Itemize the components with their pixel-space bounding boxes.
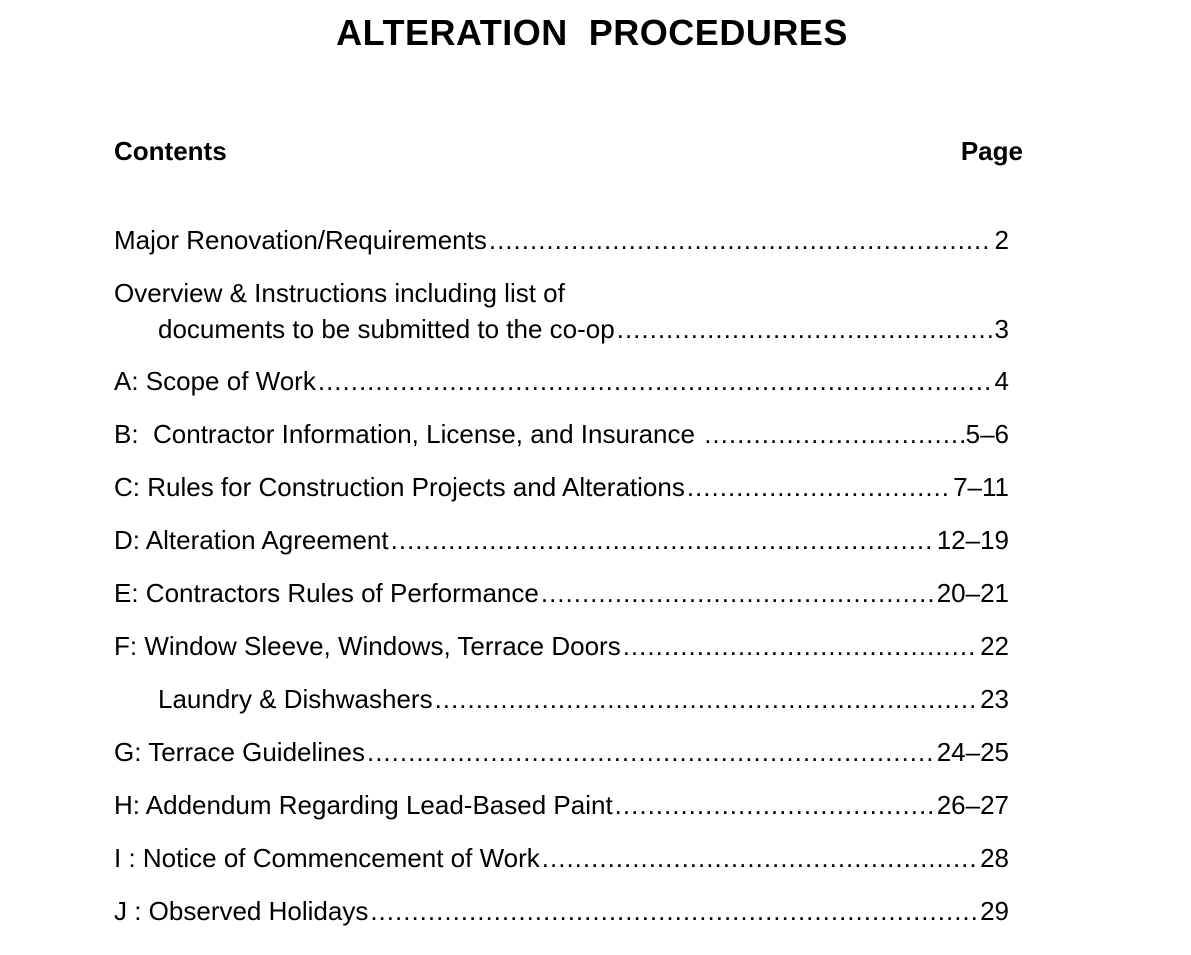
toc-entry-label: J : Observed Holidays: [114, 896, 369, 926]
toc-entry-label: I : Notice of Commencement of Work: [114, 843, 540, 873]
dot-leader: [615, 787, 935, 823]
toc-entry-label: C: Rules for Construction Projects and Alterations: [114, 472, 685, 502]
toc-entry-page: 5–6: [965, 419, 1009, 449]
dot-leader: [541, 575, 935, 611]
toc-entry-page: 3: [994, 314, 1009, 344]
toc-entry-laundry: [114, 681, 1009, 734]
dot-leader: [435, 681, 979, 717]
toc-entry-page: 28: [980, 843, 1009, 873]
toc-entry-f: [114, 628, 1009, 681]
toc-entry-page: 2: [994, 225, 1009, 255]
toc-entry-i: [114, 840, 1009, 893]
toc-entry-a: [114, 363, 1009, 416]
toc-entry-d: [114, 522, 1009, 575]
toc-entry-label: Overview & Instructions including list of: [114, 278, 565, 308]
toc-entry-c: [114, 469, 1009, 522]
toc-entry-page: 4: [994, 366, 1009, 396]
toc-entry-page: 22: [980, 631, 1009, 661]
toc-entry-page: 7–11: [953, 472, 1009, 502]
toc-entry-h: [114, 787, 1009, 840]
document-title: ALTERATION PROCEDURES: [336, 12, 848, 53]
dot-leader: [489, 222, 993, 258]
toc-entry-label: Laundry & Dishwashers: [158, 684, 433, 714]
toc-entry-label: E: Contractors Rules of Performance: [114, 578, 539, 608]
dot-leader: [623, 628, 978, 664]
dot-leader: [367, 734, 935, 770]
toc-entry-label: A: Scope of Work: [114, 366, 316, 396]
dot-leader: [391, 522, 935, 558]
dot-leader: [542, 840, 978, 876]
toc-entry-label: H: Addendum Regarding Lead-Based Paint: [114, 790, 613, 820]
toc-entry-label: G: Terrace Guidelines: [114, 737, 365, 767]
toc-entry-j: [114, 893, 1009, 946]
toc-entry-overview: [114, 275, 1009, 363]
dot-leader: [370, 893, 978, 929]
toc-entry-g: [114, 734, 1009, 787]
dot-leader: [318, 363, 993, 399]
toc-entry-page: 23: [980, 684, 1009, 714]
toc-entry-major-renovation: [114, 222, 1009, 275]
page-heading: Page: [960, 136, 1023, 166]
toc-entry-label: D: Alteration Agreement: [114, 525, 389, 555]
table-of-contents: [114, 222, 1009, 946]
toc-entry-e: [114, 575, 1009, 628]
dot-leader: [687, 469, 951, 505]
dot-leader: [704, 416, 963, 452]
toc-entry-label: Major Renovation/Requirements: [114, 225, 487, 255]
dot-leader: [617, 311, 993, 347]
toc-entry-page: 26–27: [936, 790, 1009, 820]
toc-entry-page: 29: [980, 896, 1009, 926]
toc-entry-label: B: Contractor Information, License, and Insurance: [114, 419, 703, 449]
toc-entry-page: 24–25: [936, 737, 1009, 767]
toc-entry-page: 20–21: [936, 578, 1009, 608]
toc-entry-label: F: Window Sleeve, Windows, Terrace Doors: [114, 631, 621, 661]
toc-entry-page: 12–19: [936, 525, 1009, 555]
contents-heading: Contents: [114, 136, 227, 166]
toc-entry-b: [114, 416, 1009, 469]
toc-entry-label-continued: documents to be submitted to the co-op: [158, 314, 615, 344]
